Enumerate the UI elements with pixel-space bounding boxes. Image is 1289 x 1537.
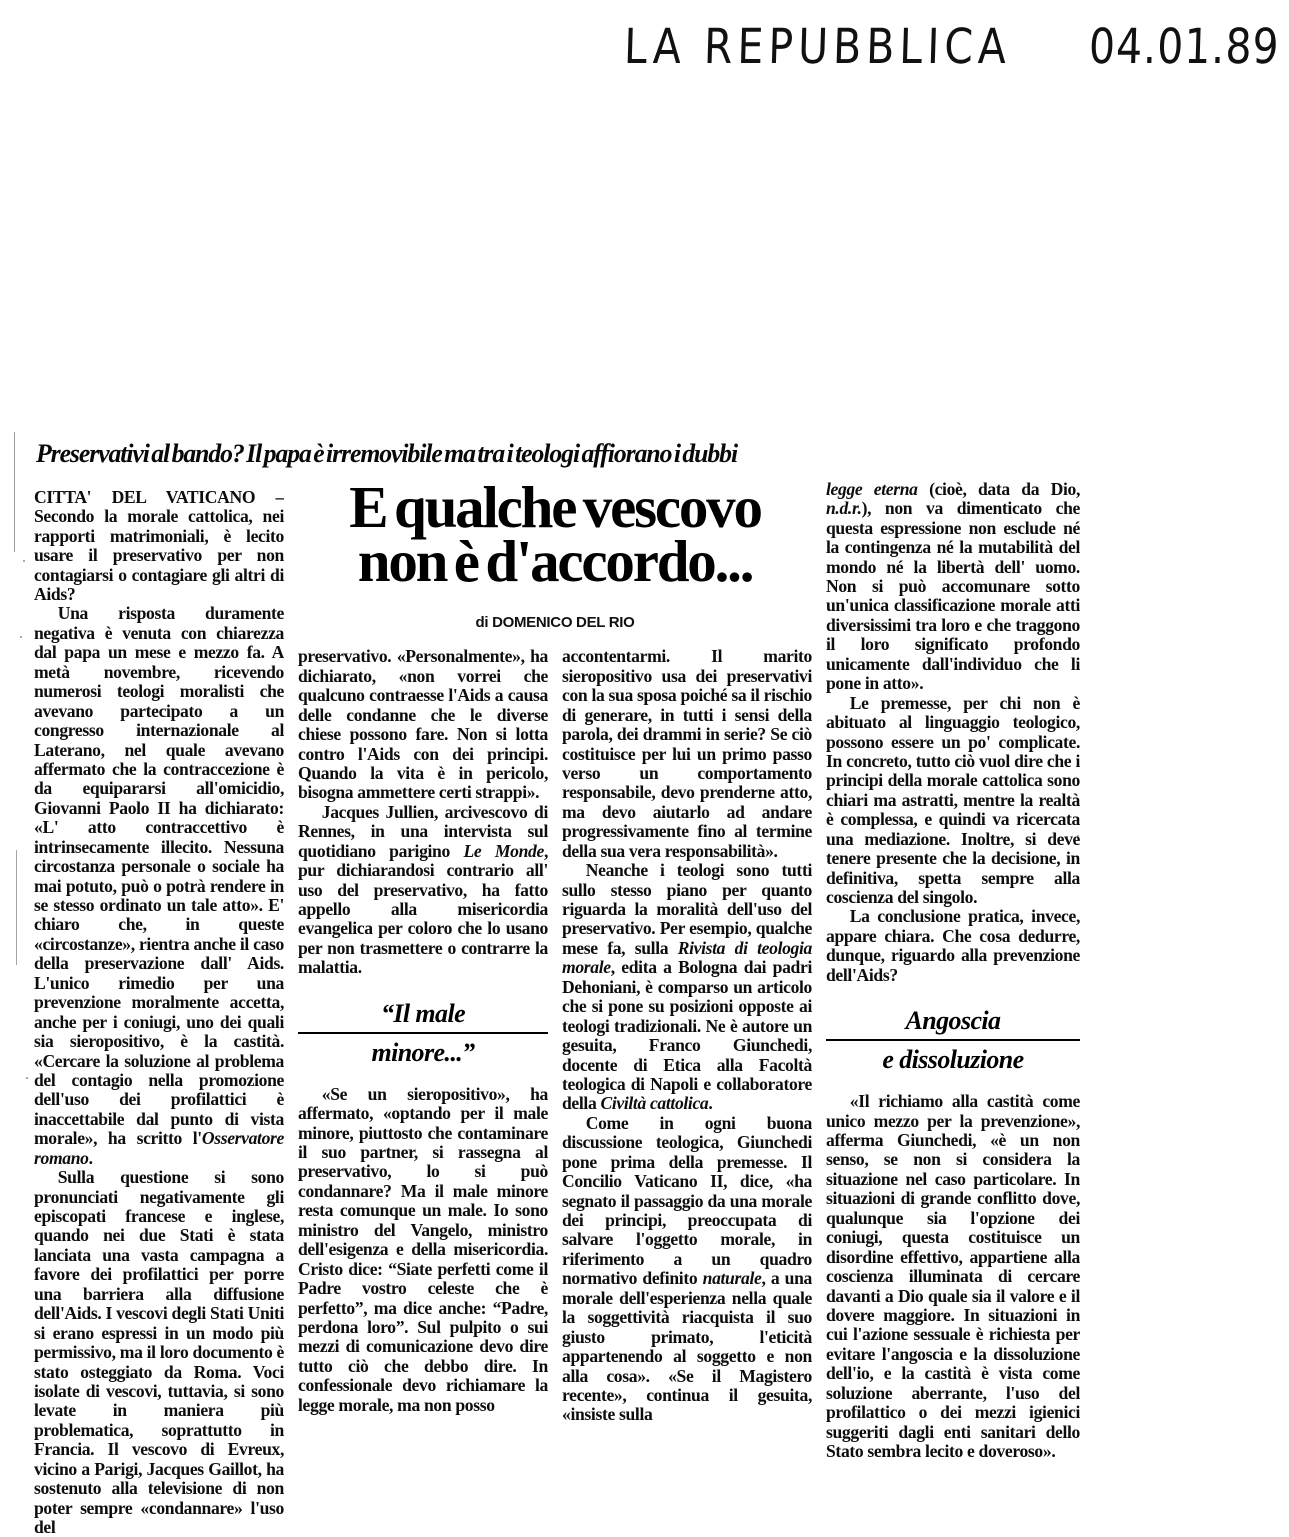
scan-edge-artifact	[14, 432, 15, 552]
paragraph-text: , a una morale dell'esperienza nella quale la soggettività riacquista il suo giusto primato, l'eticità appartenendo al soggetto e non alla cosa». «Se il Magistero recente», continua il gesuita, «insiste sulla	[562, 1268, 812, 1425]
paragraph-text: ), non va dimenticato che questa espressione non esclude né la contingenza né la mutabilità del mondo né la libertà dell' uomo. Non si può accomunare sotto un'unica classificazione morale atti diversissimi tra loro e che traggono il loro significato profondo unicamente dall'individuo che li pone in atto».	[826, 498, 1080, 694]
paragraph-text: , pur dichiarandosi contrario all' uso del preservativo, ha fatto appello alla misericordia evangelica per coloro che lo usano per non trasmettere o contrarre la malattia.	[298, 840, 548, 978]
handwritten-archive-annotation	[623, 18, 1285, 75]
paragraph-text: , edita a Bologna dai padri Dehoniani, è comparso un articolo che si pone su posizioni opposte ai teologi tradizionali. Ne è autore un gesuita, Franco Giunchedi, docente di Etica alla Facoltà teologica di Napoli e collaboratore della	[562, 957, 812, 1114]
article-column-2	[298, 647, 548, 1425]
byline: di DOMENICO DEL RIO	[475, 614, 635, 632]
paragraph-italic: naturale	[702, 1268, 762, 1289]
subhead-line-1: Angoscia	[905, 1006, 1001, 1036]
paragraph	[34, 1168, 284, 1537]
article-columns	[34, 474, 1289, 1537]
paragraph	[826, 1092, 1080, 1461]
page-title	[298, 473, 812, 595]
paragraph-text: Come in ogni buona discussione teologica, Giunchedi pone prima della premesse. Il Concilio Vaticano II, dice, «ha segnato il passaggio da una morale dei principi, preoccupata di salvare l'oggetto morale, in riferimento a un quadro normativo definito	[562, 1112, 812, 1289]
scan-speck	[26, 1077, 28, 1079]
paragraph-italic: Osservatore romano	[34, 1128, 284, 1168]
paragraph-text: Secondo la morale cattolica, nei rapporti matrimoniali, è lecito usare il preservativo per non contagiarsi o contagiare gli altri di Aids?	[34, 506, 284, 604]
paragraph-italic: Le Monde	[463, 840, 544, 861]
paragraph-text: «Se un sieropositivo», ha affermato, «optando per il male minore, piuttosto che contaminare il suo partner, si rassegna al preservativo, lo si può condannare? Ma il male minore resta comunque un male. Io sono ministro del Vangelo, ministro dell'esigenza e della misericordia. Cristo dice: “Siate perfetti come il Padre vostro celeste che è perfetto”, ma dice anche: “Padre, perdona loro”. Sul pulpito o sui mezzi di comunicazione devo dire tutto ciò che debbo dire. In confessionale devo richiamare la legge morale, ma non posso	[298, 1083, 548, 1415]
paragraph	[298, 803, 548, 978]
paragraph-text: «Il richiamo alla castità come unico mezzo per la prevenzione», afferma Giunchedi, «è un non senso, se non si considera la situazione nel caso particolare. In situazioni di grande conflitto dove, qualunque sia l'opzione dei coniugi, questa costituisce un disordine effettivo, appartiene alla coscienza illuminata di cercare davanti a Dio quale sia il valore e il dovere maggiore. In situazioni in cui l'azione sessuale è richiesta per evitare l'angoscia e la dissoluzione dell'io, e la castità è vista come soluzione aberrante, l'uso del profilattico o dei mezzi igienici suggeriti dagli enti sanitari dello Stato sembra lecito e doveroso».	[826, 1091, 1080, 1461]
subhead-line-2: e dissoluzione	[882, 1045, 1024, 1075]
subhead-line-2: minore...”	[371, 1038, 475, 1067]
paragraph	[562, 1114, 812, 1425]
paragraph	[826, 694, 1080, 908]
article-column-3	[562, 647, 812, 1425]
paragraph-text: Sulla questione si sono pronunciati negativamente gli episcopati francese e inglese, quando nei due Stati è stata lanciata una vasta campagna a favore dei profilattici per porre una barriera alla diffusione dell'Aids. I vescovi degli Stati Uniti si erano espressi in un modo più permissivo, ma il loro documento è stato osteggiato da Roma. Voci isolate di vescovi, tuttavia, si sono levate in maniera più problematica, soprattutto in Francia. Il vescovo di Evreux, vicino a Parigi, Jacques Gaillot, ha sostenuto alla televisione di non poter sempre «condannare» l'uso del	[34, 1167, 284, 1537]
scan-edge-artifact-lower	[16, 850, 17, 965]
section-subhead-angoscia	[826, 1005, 1080, 1076]
paragraph	[562, 647, 812, 861]
paragraph	[34, 604, 284, 1168]
paragraph	[826, 480, 1080, 694]
paragraph-text: Neanche i teologi sono tutti sullo stesso piano per quanto riguarda la moralità dell'uso del preservativo. Per esempio, qualche mese fa, sulla	[562, 860, 812, 958]
subhead-divider	[826, 1039, 1080, 1042]
paragraph-text: preservativo. «Personalmente», ha dichiarato, «non vorrei che qualcuno contraesse l'Aids a causa delle condanne che le diverse chiese possono fare. Non si lotta contro l'Aids con dei principi. Quando la vita è in pericolo, bisogna ammettere certi strappi».	[298, 647, 548, 803]
subhead-line-1: “Il male	[380, 998, 466, 1028]
paragraph-italic: Rivista di teologia morale	[562, 937, 812, 978]
paragraph-text: Jacques Jullien, arcivescovo di Rennes, in una intervista sul quotidiano parigino	[298, 801, 548, 861]
article-headline-block	[298, 474, 812, 1425]
dateline: CITTA' DEL VATICANO –	[34, 486, 284, 507]
paragraph-italic: legge eterna	[826, 479, 918, 499]
subhead-divider	[298, 1032, 548, 1035]
paragraph	[298, 1085, 548, 1415]
annotation-date: 04.01.89	[1088, 18, 1281, 75]
headline-line-1: E qualche vescovo	[349, 473, 761, 540]
article-kicker: Preservativi al bando? Il papa è irremovibile ma tra i teologi affiorano i dubbi	[36, 438, 738, 468]
article-column-1	[34, 474, 284, 1537]
scan-speck	[23, 560, 25, 562]
paragraph-text: accontentarmi. Il marito sieropositivo usa dei preservativi con la sua sposa poiché sa il rischio di generare, in tutti i sensi della parola, dei drammi in serie? Se ciò costituisce per lui un primo passo verso un comportamento responsabile, devo prenderne atto, ma devo aiutarlo ad andare progressivamente fino al termine della sua vera responsabilità».	[562, 647, 812, 861]
section-subhead-male-minore	[298, 998, 548, 1069]
annotation-publication: LA REPUBBLICA	[623, 18, 1012, 75]
paragraph	[298, 647, 548, 803]
paragraph	[34, 488, 284, 605]
article-column-4	[826, 474, 1080, 1462]
paragraph-text: (cioè, data da Dio,	[917, 479, 1080, 499]
paragraph	[562, 861, 812, 1114]
paragraph-text: Una risposta duramente negativa è venuta con chiarezza dal papa un mese e mezzo fa. A metà novembre, ricevendo numerosi teologi moralisti che avevano partecipato a un congresso internazionale al Laterano, nel quale avevano affermato che la contraccezione è da equipararsi all'omicidio, Giovanni Paolo II ha dichiarato: «L' atto contraccettivo è intrinsecamente illecito. Nessuna circostanza personale o sociale ha mai potuto, può o potrà rendere in se stesso ordinato un tale atto». E' chiaro che, in queste «circostanze», rientra anche il caso della preservazione dall' Aids. L'unico rimedio per una prevenzione moralmente accetta, anche per i coniugi, uno dei quali sia sieropositivo, è la castità. «Cercare la soluzione al problema del contagio nella promozione dell'uso dei profilattici è inaccettabile dal punto di vista morale», ha scritto l'	[34, 603, 284, 1149]
paragraph-text: Le premesse, per chi non è abituato al linguaggio teologico, possono essere un po' complicate. In concreto, tutto ciò vuol dire che i principi della morale cattolica sono chiari ma astratti, mentre la realtà è complessa, e quindi va ricercata una mediazione. Inoltre, si deve tenere presente che la decisione, in definitiva, spetta sempre alla coscienza del singolo.	[826, 692, 1080, 907]
paragraph-italic: n.d.r.	[826, 498, 862, 519]
paragraph-text: .	[88, 1147, 93, 1168]
scan-speck	[20, 636, 22, 638]
paragraph	[826, 907, 1080, 985]
newspaper-article	[34, 440, 1289, 1537]
paragraph-text: La conclusione pratica, invece, appare chiara. Che cosa dedurre, dunque, riguardo alla prevenzione dell'Aids?	[826, 906, 1080, 985]
paragraph-italic: Civiltà cattolica	[600, 1093, 709, 1114]
article-columns-mid	[298, 647, 812, 1425]
paragraph-text: .	[708, 1093, 713, 1114]
headline-line-2: non è d'accordo...	[357, 528, 753, 595]
